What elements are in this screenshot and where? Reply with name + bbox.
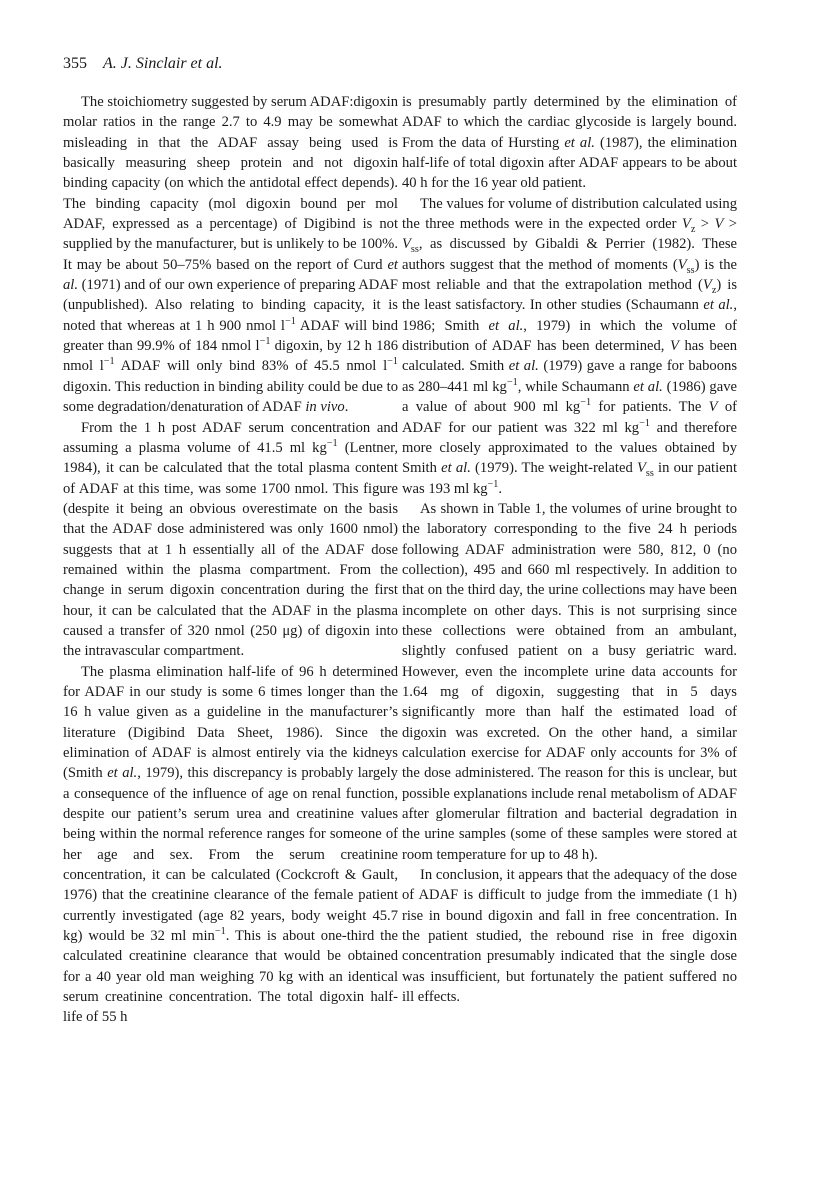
paragraph-stoichiometry: The stoichiometry suggested by serum ADAF:digoxin molar ratios in the range 2.7 to 4.9 may be somewhat misleading in that the ADAF assay being used is basically measuring sheep protein and not digoxin binding capacity (on which the antidotal effect depends). The binding capacity (mol digoxin bound per mol ADAF, expressed as a percentage) of Digibind is not supplied by the manufacturer, but is unlikely to be 100%. It may be about 50–75% based on the report of Curd et al. (1971) and of our own experience of preparing ADAF (unpublished). Also relating to binding capacity, it is noted that whereas at 1 h 900 nmol $l^{-1}$ ADAF will bind greater than 99.9% of 184 nmol $l^{-1}$ digoxin, by 12 h 186 nmol $l^{-1}$ ADAF will only bind 83% of 45.5 nmol $l^{-1}$ digoxin. This reduction in binding ability could be due to some degradation/denaturation of ADAF in vivo. bbox=[63, 94, 399, 416]
left-column bbox=[63, 92, 398, 1028]
right-column bbox=[402, 92, 737, 1007]
running-head bbox=[63, 54, 223, 74]
paragraph-conclusion: In conclusion, it appears that the adequacy of the dose of ADAF is difficult to judge from the immediate (1 h) rise in bound digoxin and fall in free concentration. In the patient studied, the rebound rise in free digoxin concentration presumably indicated that the single dose was insufficient, but fortunately the patient suffered no ill effects. bbox=[402, 867, 737, 1006]
paragraph-elimination-half-life: The plasma elimination half-life of 96 h determined for ADAF in our study is some 6 times longer than the 16 h value given as a guideline in the manufacturer’s literature (Digibind Data Sheet, 1986). Since the elimination of ADAF is almost entirely via the kidneys (Smith et al., 1979), this discrepancy is probably largely a consequence of the influence of age on renal function, despite our patient’s serum urea and creatinine values being within the normal reference ranges for someone of her age and sex. From the serum creatinine concentration, it can be calculated (Cockcroft & Gault, 1976) that the creatinine clearance of the female patient currently investigated (age 82 years, body weight 45.7 kg) would be 32 ml $\min^{-1}$. This is about one-third the calculated creatinine clearance that would be obtained for a 40 year old man weighing 70 kg with an identical serum creatinine concentration. The total digoxin half-life of 55 h bbox=[63, 663, 398, 1026]
paragraph-urine-volumes: As shown in Table 1, the volumes of urine brought to the laboratory corresponding to the five 24 h periods following ADAF administration were 580, 812, 0 (no collection), 495 and 660 ml respectively. In addition to that on the third day, the urine collections may have been incomplete on other days. This is not surprising since these collections were obtained from an ambulant, slightly confused patient on a busy geriatric ward. However, even the incomplete urine data accounts for 1.64 mg of digoxin, suggesting that in 5 days significantly more than half the estimated load of digoxin was excreted. On the other hand, a similar calculation exercise for ADAF only accounts for 3% of the dose administered. The reason for this is unclear, but possible explanations include renal metabolism of ADAF after glomerular filtration and bacterial degradation in the urine samples (some of these samples were stored at room temperature for up to 48 h). bbox=[402, 500, 737, 863]
running-head-authors: A. J. Sinclair et al. bbox=[103, 55, 223, 72]
page-number: 355 bbox=[63, 55, 87, 72]
paragraph-volume-of-distribution: The values for volume of distribution calculated using the three methods were in the expected order $V_z > V > V_{ss}$, as discussed by Gibaldi & Perrier (1982). These authors suggest that the method of moments $(V_{ss})$ is the most reliable and that the extrapolation method $(V_z)$ is the least satisfactory. In other studies (Schaumann et al., 1986; Smith et al., 1979) in which the volume of distribution of ADAF has been determined, V has been calculated. Smith et al. (1979) gave a range for baboons as 280–441 ml $kg^{-1}$, while Schaumann et al. (1986) gave a value of about 900 ml $kg^{-1}$ for patients. The V of ADAF for our patient was 322 ml $kg^{-1}$ and therefore more closely approximated to the values obtained by Smith et al. (1979). The weight-related $V_{ss}$ in our patient was 193 ml $kg^{-1}$. bbox=[402, 195, 738, 497]
paragraph-plasma-content: From the 1 h post ADAF serum concentration and assuming a plasma volume of 41.5 ml $kg^{-1}$ (Lentner, 1984), it can be calculated that the total plasma content of ADAF at this time, was some 1700 nmol. This figure (despite it being an obvious overestimate on the basis that the ADAF dose administered was only 1600 nmol) suggests that at 1 h essentially all of the ADAF dose remained within the plasma compartment. From the change in serum digoxin concentration during the first hour, it can be calculated that the ADAF in the plasma caused a transfer of 320 nmol (250 μg) of digoxin into the intravascular compartment. bbox=[63, 419, 398, 660]
paragraph-continuation: is presumably partly determined by the elimination of ADAF to which the cardiac glycoside is largely bound. From the data of Hursting et al. (1987), the elimination half-life of total digoxin after ADAF appears to be about 40 h for the 16 year old patient. bbox=[402, 94, 737, 192]
